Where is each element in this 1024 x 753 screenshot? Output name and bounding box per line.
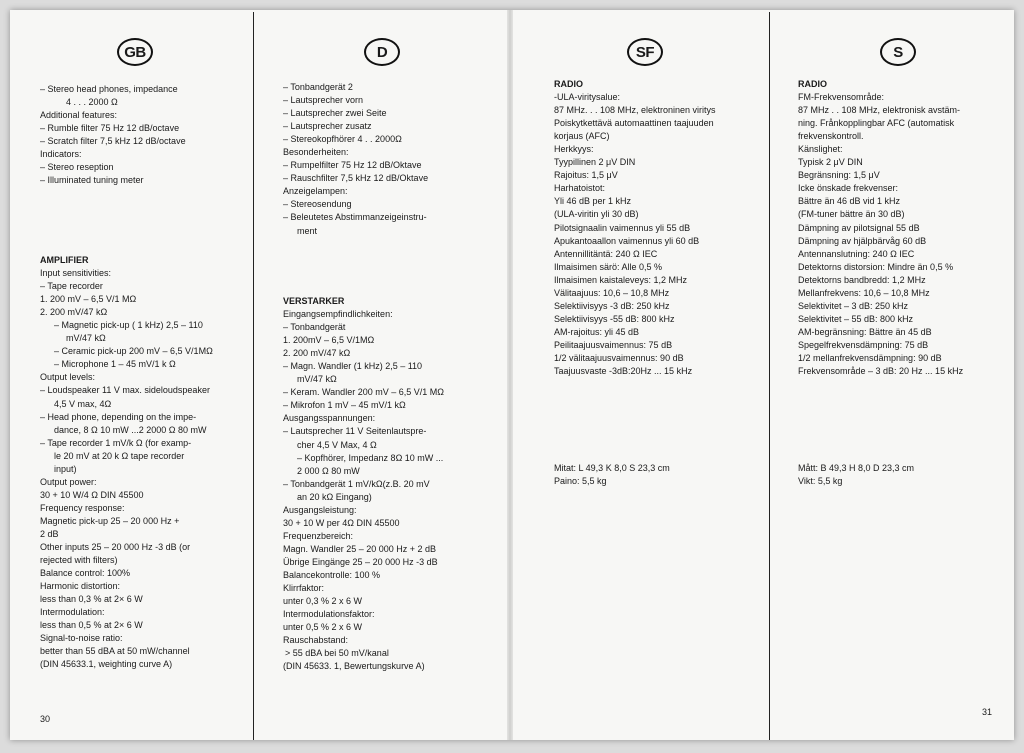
spec-line: Taajuusvaste -3dB:20Hz ... 15 kHz	[554, 366, 693, 377]
spec-line: – Scratch filter 7,5 kHz 12 dB/octave	[40, 136, 186, 147]
spec-line: ning. Frånkopplingbar AFC (automatisk	[798, 118, 955, 129]
spec-line: an 20 kΩ Eingang)	[297, 491, 372, 502]
spec-line: FM-Frekvensområde:	[798, 92, 885, 103]
page-number: 31	[982, 707, 993, 717]
spec-line: korjaus (AFC)	[554, 131, 610, 142]
spec-line: 87 MHz . . 108 MHz, elektronisk avstäm-	[798, 105, 961, 116]
spec-line: Antennanslutning: 240 Ω IEC	[798, 248, 915, 259]
spec-line: Selektivitet – 55 dB: 800 kHz	[798, 313, 914, 324]
spec-line: unter 0,5 % 2 x 6 W	[283, 622, 363, 633]
column-sf	[513, 10, 769, 740]
spec-line: 1. 200mV – 6,5 V/1MΩ	[283, 335, 375, 346]
gb-amplifier-specs	[40, 254, 213, 672]
spec-line: 1/2 välitaajuusvaimennus: 90 dB	[554, 352, 684, 363]
spec-line: Indicators:	[40, 149, 82, 160]
spec-line: Output power:	[40, 476, 97, 487]
d-features-list	[283, 81, 428, 238]
spec-line: Selektiivisyys -3 dB: 250 kHz	[554, 300, 670, 311]
spec-line: Herkkyys:	[554, 144, 594, 155]
spec-line: (DIN 45633.1, weighting curve A)	[40, 659, 173, 670]
spec-line: mV/47 kΩ	[297, 374, 337, 385]
spec-line: – Microphone 1 – 45 mV/1 k Ω	[54, 359, 176, 370]
spec-line: Paino: 5,5 kg	[554, 476, 607, 487]
spec-line: – Illuminated tuning meter	[40, 175, 144, 186]
spec-line: Ausgangsspannungen:	[283, 413, 376, 424]
s-radio-specs	[798, 78, 963, 378]
section-heading: AMPLIFIER	[40, 255, 89, 265]
spec-line: – Stereo reseption	[40, 162, 114, 173]
spec-line: Välitaajuus: 10,6 – 10,8 MHz	[554, 287, 670, 298]
spec-line: Other inputs 25 – 20 000 Hz -3 dB (or	[40, 542, 191, 553]
spec-line: 1/2 mellanfrekvensdämpning: 90 dB	[798, 352, 942, 363]
spec-line: – Magnetic pick-up ( 1 kHz) 2,5 – 110	[54, 320, 203, 331]
spec-line: 4,5 V max, 4Ω	[54, 398, 112, 409]
spec-line: Harhatoistot:	[554, 183, 606, 194]
spec-line: Typisk 2 μV DIN	[798, 157, 863, 168]
spec-line: Besonderheiten:	[283, 147, 349, 158]
spec-line: – Ceramic pick-up 200 mV – 6,5 V/1MΩ	[54, 346, 213, 357]
spec-line: 87 MHz. . . 108 MHz, elektroninen viritys	[554, 105, 716, 116]
page-number: 30	[40, 714, 51, 724]
spec-line: Känslighet:	[798, 144, 843, 155]
sf-radio-specs	[554, 78, 716, 378]
section-heading: VERSTARKER	[283, 296, 345, 306]
spec-line: Detektorns bandbredd: 1,2 MHz	[798, 274, 926, 285]
spec-line: – Magn. Wandler (1 kHz) 2,5 – 110	[283, 361, 423, 372]
spec-line: Selektiivisyys -55 dB: 800 kHz	[554, 313, 675, 324]
spec-line: Pilotsignaalin vaimennus yli 55 dB	[554, 222, 691, 233]
spec-line: (FM-tuner bättre än 30 dB)	[798, 209, 905, 220]
spec-line: Signal-to-noise ratio:	[40, 633, 123, 644]
spec-line: 2 dB	[40, 528, 59, 539]
spec-line: Peilitaajuusvaimennus: 75 dB	[554, 339, 673, 350]
spec-line: Intermodulationsfaktor:	[283, 609, 375, 620]
spec-line: 4 . . . 2000 Ω	[66, 97, 118, 108]
spec-line: input)	[54, 463, 77, 474]
section-heading: RADIO	[798, 79, 827, 89]
language-badge-sf: SF	[627, 38, 663, 66]
spec-line: – Lautsprecher zusatz	[283, 121, 372, 132]
spec-line: Rajoitus: 1,5 μV	[554, 170, 618, 181]
spec-line: – Kopfhörer, Impedanz 8Ω 10 mW ...	[297, 452, 444, 463]
spec-line: Dämpning av hjälpbärvåg 60 dB	[798, 235, 927, 246]
spec-line: less than 0,3 % at 2× 6 W	[40, 594, 143, 605]
spec-line: Rauschabstand:	[283, 635, 349, 646]
language-badge-d: D	[364, 38, 400, 66]
spec-line: Klirrfaktor:	[283, 583, 325, 594]
spec-line: Mitat: L 49,3 K 8,0 S 23,3 cm	[554, 463, 670, 473]
spec-line: 2. 200 mV/47 kΩ	[283, 348, 351, 359]
spec-line: Input sensitivities:	[40, 268, 112, 279]
gb-features-list	[40, 83, 186, 187]
spec-line: Ilmaisimen kaistaleveys: 1,2 MHz	[554, 274, 688, 285]
d-amplifier-specs	[283, 295, 444, 673]
spec-line: Harmonic distortion:	[40, 581, 121, 592]
spec-line: – Stereosendung	[283, 199, 352, 210]
spec-line: Additional features:	[40, 110, 118, 121]
spec-line: ment	[297, 225, 318, 236]
spec-line: 1. 200 mV – 6,5 V/1 MΩ	[40, 294, 137, 305]
spec-line: – Tape recorder 1 mV/k Ω (for examp-	[40, 437, 192, 448]
spec-line: Anzeigelampen:	[283, 186, 348, 197]
spec-line: – Tape recorder	[40, 281, 103, 292]
spec-line: cher 4,5 V Max, 4 Ω	[297, 439, 377, 450]
spec-line: – Tonbandgerät 1 mV/kΩ(z.B. 20 mV	[283, 478, 430, 489]
spec-line: Mått: B 49,3 H 8,0 D 23,3 cm	[798, 463, 915, 473]
spec-line: Frekvensområde – 3 dB: 20 Hz ... 15 kHz	[798, 366, 964, 377]
spec-line: frekvenskontroll.	[798, 131, 864, 142]
column-gb	[10, 10, 253, 740]
spec-line: – Rauschfilter 7,5 kHz 12 dB/Oktave	[283, 173, 429, 184]
spec-line: Apukantoaallon vaimennus yli 60 dB	[554, 235, 700, 246]
spec-line: – Beleutetes Abstimmanzeigeinstru-	[283, 212, 427, 223]
spec-line: Intermodulation:	[40, 607, 105, 618]
column-s	[770, 10, 1014, 740]
spec-line: AM-rajoitus: yli 45 dB	[554, 326, 640, 337]
spec-line: Detektorns distorsion: Mindre än 0,5 %	[798, 261, 954, 272]
spec-line: – Lautsprecher vorn	[283, 95, 364, 106]
spec-line: 30 + 10 W per 4Ω DIN 45500	[283, 517, 400, 528]
spec-line: Magn. Wandler 25 – 20 000 Hz + 2 dB	[283, 543, 437, 554]
spec-line: 30 + 10 W/4 Ω DIN 45500	[40, 489, 144, 500]
spec-line: rejected with filters)	[40, 555, 118, 566]
spec-line: 2. 200 mV/47 kΩ	[40, 307, 108, 318]
section-heading: RADIO	[554, 79, 583, 89]
spec-line: (ULA-viritin yli 30 dB)	[554, 209, 639, 220]
spec-line: Output levels:	[40, 372, 96, 383]
spec-line: 2 000 Ω 80 mW	[297, 465, 360, 476]
spec-line: Magnetic pick-up 25 – 20 000 Hz +	[40, 515, 180, 526]
spec-line: le 20 mV at 20 k Ω tape recorder	[54, 450, 185, 461]
spec-line: Balance control: 100%	[40, 568, 131, 579]
spec-line: Frequenzbereich:	[283, 530, 354, 541]
spec-line: – Mikrofon 1 mV – 45 mV/1 kΩ	[283, 400, 406, 411]
spec-line: Spegelfrekvensdämpning: 75 dB	[798, 339, 929, 350]
sf-dimensions	[554, 462, 670, 488]
spec-line: – Lautsprecher zwei Seite	[283, 108, 387, 119]
spec-line: Poiskytkettävä automaattinen taajuuden	[554, 118, 714, 129]
spec-line: dance, 8 Ω 10 mW ...2 2000 Ω 80 mW	[54, 424, 207, 435]
spec-line: less than 0,5 % at 2× 6 W	[40, 620, 143, 631]
spec-line: – Loudspeaker 11 V max. sideloudspeaker	[40, 385, 210, 396]
spec-line: Icke önskade frekvenser:	[798, 183, 899, 194]
spec-line: Frequency response:	[40, 502, 125, 513]
spec-line: Antennillitäntä: 240 Ω IEC	[554, 248, 658, 259]
spec-line: Bättre än 46 dB vid 1 kHz	[798, 196, 901, 207]
language-badge-gb: GB	[117, 38, 153, 66]
spec-line: Selektivitet – 3 dB: 250 kHz	[798, 300, 909, 311]
spec-line: mV/47 kΩ	[66, 333, 106, 344]
spec-line: AM-begränsning: Bättre än 45 dB	[798, 326, 932, 337]
spec-line: – Tonbandgerät 2	[283, 82, 353, 92]
spec-line: – Head phone, depending on the impe-	[40, 411, 197, 422]
spec-line: – Rumble filter 75 Hz 12 dB/octave	[40, 123, 180, 134]
spec-line: Balancekontrolle: 100 %	[283, 569, 381, 580]
s-dimensions	[798, 462, 914, 488]
spec-line: Tyypillinen 2 μV DIN	[554, 157, 636, 168]
spec-line: Eingangsempfindlichkeiten:	[283, 309, 393, 320]
spec-line: (DIN 45633. 1, Bewertungskurve A)	[283, 661, 425, 672]
spec-line: Ausgangsleistung:	[283, 504, 357, 515]
spec-line: -ULA-viritysalue:	[554, 92, 621, 103]
spec-line: – Tonbandgerät	[283, 322, 346, 333]
spec-line: Vikt: 5,5 kg	[798, 476, 843, 487]
spec-line: – Lautsprecher 11 V Seitenlautspre-	[283, 426, 427, 437]
spec-line: – Rumpelfilter 75 Hz 12 dB/Oktave	[283, 160, 422, 171]
spec-line: unter 0,3 % 2 x 6 W	[283, 596, 363, 607]
right-page	[513, 10, 1014, 740]
spec-line: Ilmaisimen särö: Alle 0,5 %	[554, 261, 663, 272]
spec-line: Dämpning av pilotsignal 55 dB	[798, 222, 920, 233]
spec-line: Yli 46 dB per 1 kHz	[554, 196, 632, 207]
spec-line: > 55 dBA bei 50 mV/kanal	[285, 648, 389, 659]
spec-line: Mellanfrekvens: 10,6 – 10,8 MHz	[798, 287, 930, 298]
spec-line: Begränsning: 1,5 μV	[798, 170, 880, 181]
manual-spread	[10, 10, 1014, 740]
left-page	[10, 10, 507, 740]
spec-line: – Stereo head phones, impedance	[40, 84, 178, 94]
spec-line: better than 55 dBA at 50 mW/channel	[40, 646, 190, 657]
column-d	[254, 10, 507, 740]
spec-line: Übrige Eingänge 25 – 20 000 Hz -3 dB	[283, 556, 438, 567]
spec-line: – Stereokopfhörer 4 . . 2000Ω	[283, 134, 402, 145]
language-badge-s: S	[880, 38, 916, 66]
spec-line: – Keram. Wandler 200 mV – 6,5 V/1 MΩ	[283, 387, 444, 398]
